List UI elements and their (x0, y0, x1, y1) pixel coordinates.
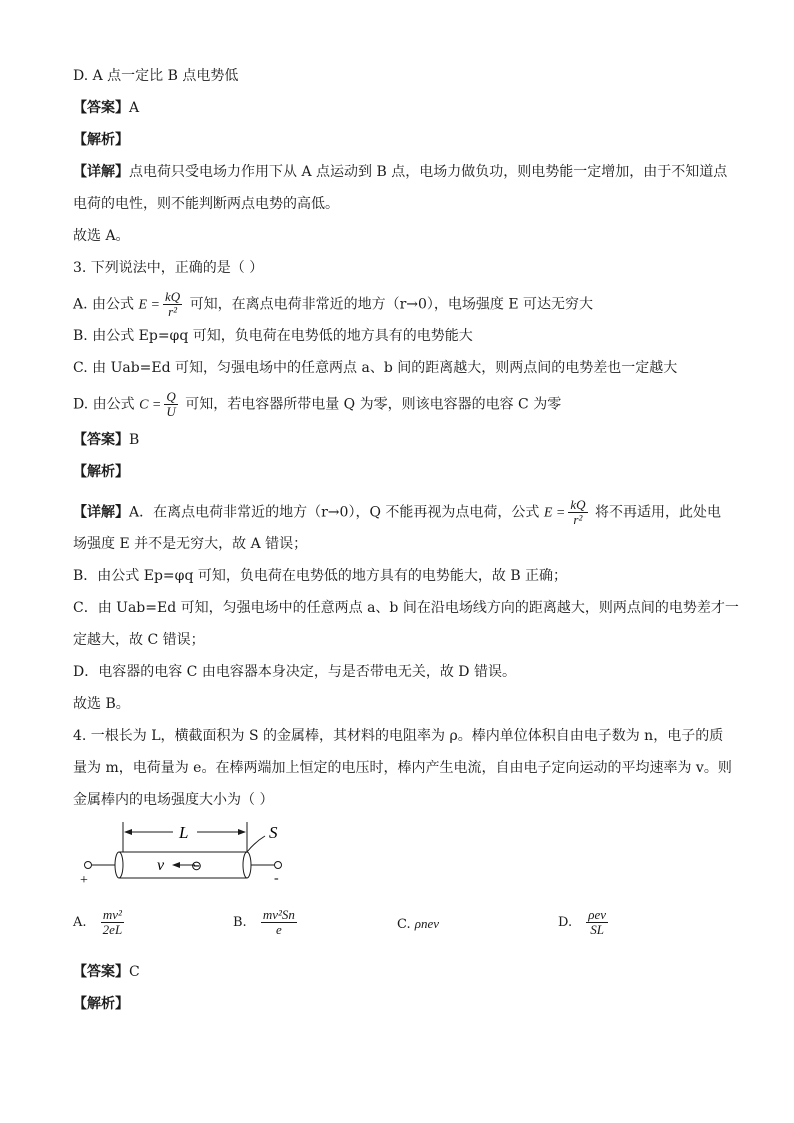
area-leader-line (247, 836, 265, 852)
detail-text-suffix: 将不再适用，此处电 (590, 504, 721, 521)
q4-stem-line-3: 金属棒内的电场强度大小为（ ） (73, 792, 274, 808)
q4-option-b (233, 908, 300, 937)
detail-text: A．在离点电荷非常近的地方（r→0），Q 不能再视为点电荷，公式 (129, 504, 544, 521)
q4-option-a (73, 908, 127, 937)
detail-text: 点电荷只受电场力作用下从 A 点运动到 B 点，电场力做负功，则电势能一定增加，由于不知道点 (129, 164, 728, 180)
answer-value: A (129, 100, 140, 116)
metal-rod-diagram (75, 818, 305, 888)
fraction-denominator: SL (590, 922, 604, 937)
q3-a-suffix: 可知，在离点电荷非常近的地方（r→0），电场强度 E 可达无穷大 (185, 296, 594, 313)
q3-d-prefix: D. 由公式 (73, 396, 140, 413)
fraction-numerator: ρev (588, 907, 607, 922)
q2-option-d: D. A 点一定比 B 点电势低 (73, 68, 239, 84)
fraction-numerator: mv² (101, 908, 125, 923)
detail-label: 【详解】 (73, 164, 129, 180)
q3-a-fraction (163, 290, 182, 319)
q3-analysis-label: 【解析】 (73, 464, 129, 480)
length-arrowhead-left (124, 829, 132, 835)
q3-detail-fraction (568, 498, 587, 527)
velocity-label: v (157, 857, 165, 874)
fraction-denominator: r² (573, 512, 583, 527)
q3-detail-line-6: D．电容器的电容 C 由电容器本身决定，与是否带电无关，故 D 错误。 (73, 664, 516, 680)
q3-detail-formula-lhs: E = (543, 505, 566, 521)
q2-answer (73, 98, 139, 118)
q3-d-suffix: 可知，若电容器所带电量 Q 为零，则该电容器的电容 C 为零 (180, 396, 562, 413)
minus-label: - (274, 871, 279, 886)
length-arrowhead-right (238, 829, 246, 835)
q3-a-formula-lhs: E = (138, 297, 160, 313)
q3-option-c: C. 由 Uab=Ed 可知，匀强电场中的任意两点 a、b 间的距离越大，则两点间的电势差也一定越大 (73, 360, 678, 376)
q2-detail-line-2: 电荷的电性，则不能判断两点电势的高低。 (73, 196, 339, 212)
fraction-numerator: kQ (164, 289, 181, 304)
fraction-numerator: mv²Sn (262, 907, 295, 922)
q3-a-prefix: A. 由公式 (73, 296, 139, 313)
option-label: D. (558, 915, 573, 930)
fraction-denominator: 2eL (102, 922, 123, 937)
q3-detail-line-1 (73, 498, 721, 527)
q3-detail-line-2: 场强度 E 并不是无穷大，故 A 错误； (73, 536, 308, 552)
q3-stem: 3. 下列说法中，正确的是（ ） (73, 260, 264, 276)
fraction-denominator: r² (168, 304, 178, 319)
rod-left-end (115, 852, 123, 878)
answer-label: 【答案】 (73, 100, 129, 116)
answer-value: B (129, 432, 140, 448)
q4-answer (73, 962, 140, 982)
q3-option-b: B. 由公式 Ep=φq 可知，负电荷在电势低的地方具有的电势能大 (73, 328, 473, 344)
option-value: ρnev (414, 916, 440, 931)
right-terminal (275, 862, 282, 869)
q3-detail-line-3: B．由公式 Ep=φq 可知，负电荷在电势低的地方具有的电势能大，故 B 正确； (73, 568, 568, 584)
fraction-numerator: Q (166, 389, 176, 404)
q4-b-fraction (261, 908, 297, 937)
detail-label: 【详解】 (73, 504, 129, 521)
velocity-arrowhead (172, 862, 180, 868)
area-label: S (269, 823, 278, 842)
q3-detail-line-4: C．由 Uab=Ed 可知，匀强电场中的任意两点 a、b 间在沿电场线方向的距离越大，则两点间的电势差才一 (73, 600, 739, 616)
left-terminal (85, 862, 92, 869)
q4-stem-line-1: 4. 一根长为 L，横截面积为 S 的金属棒，其材料的电阻率为 ρ。棒内单位体积自由电子数为 n，电子的质 (73, 728, 724, 744)
answer-label: 【答案】 (73, 432, 129, 448)
q2-detail-line-1 (73, 162, 727, 182)
option-label: C. (397, 917, 411, 932)
q3-d-fraction (164, 390, 177, 419)
option-label: A. (73, 915, 87, 930)
fraction-denominator: U (166, 404, 176, 419)
q3-d-formula-lhs: C = (139, 397, 162, 413)
rod-right-end (243, 852, 251, 878)
q3-option-d (73, 390, 561, 419)
length-label: L (179, 823, 189, 842)
q3-answer (73, 430, 139, 450)
q4-analysis-label: 【解析】 (73, 996, 129, 1012)
plus-label: + (80, 873, 88, 888)
q3-option-a (73, 290, 593, 319)
option-label: B. (233, 915, 247, 930)
answer-value: C (129, 964, 140, 980)
q4-a-fraction (101, 908, 125, 937)
q3-choose: 故选 B。 (73, 696, 130, 712)
electron-icon: ⊖ (191, 858, 202, 873)
q4-d-fraction (586, 908, 608, 937)
q4-option-d (558, 908, 611, 937)
q4-option-c (397, 916, 439, 932)
fraction-numerator: kQ (570, 497, 586, 512)
fraction-denominator: e (275, 922, 282, 937)
q2-choose: 故选 A。 (73, 228, 130, 244)
q2-analysis-label: 【解析】 (73, 132, 129, 148)
answer-label: 【答案】 (73, 964, 129, 980)
q4-stem-line-2: 量为 m，电荷量为 e。在棒两端加上恒定的电压时，棒内产生电流，自由电子定向运动的平均速率为 v。则 (73, 760, 732, 776)
q3-detail-line-5: 定越大，故 C 错误； (73, 632, 205, 648)
